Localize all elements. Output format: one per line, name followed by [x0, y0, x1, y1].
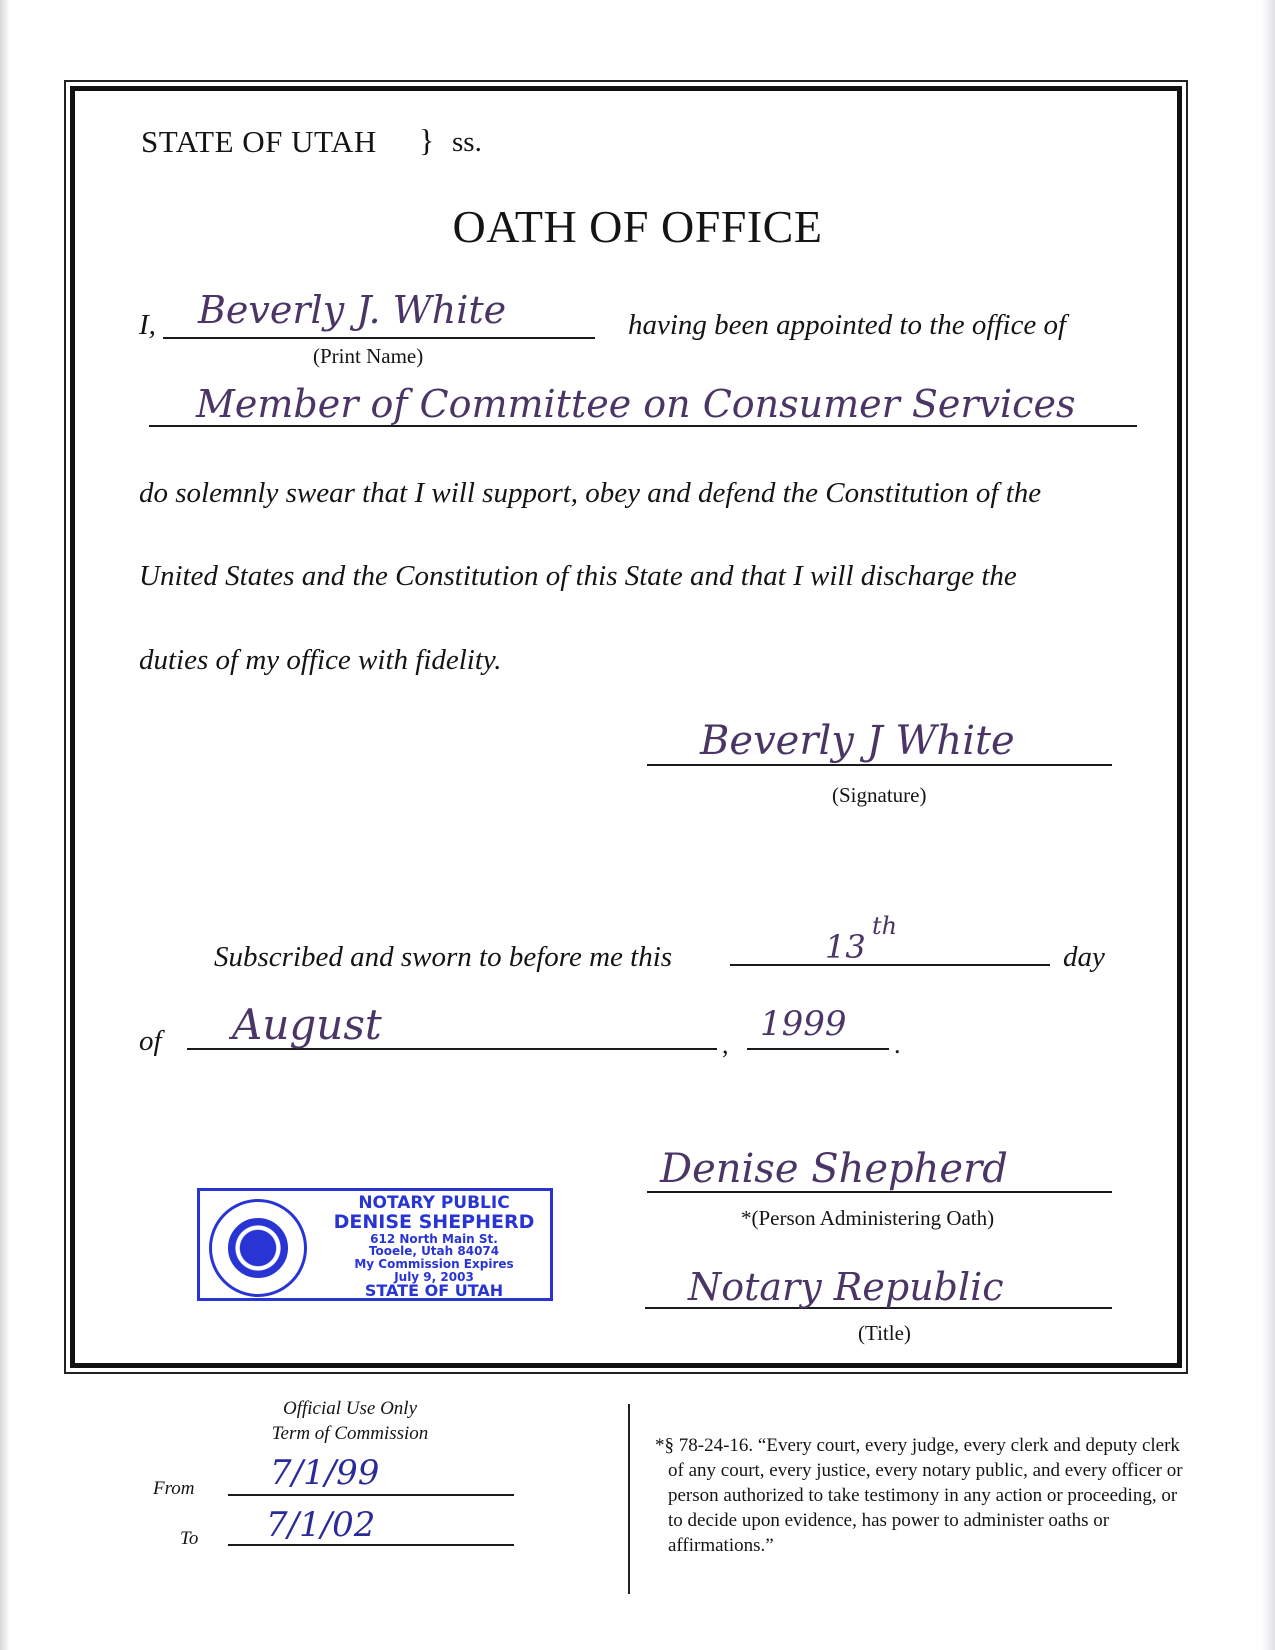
comma: , [722, 1030, 729, 1059]
day-line [730, 964, 1050, 966]
of-label: of [139, 1025, 162, 1057]
statute-text: *§ 78-24-16. “Every court, every judge, every clerk and deputy clerk of any court, every justice, every notary public, and every officer or person authorized to take testimony in any action or proceeding, or to decide upon evidence, has power to administer oaths or affirmations.” [655, 1435, 1183, 1556]
seal-center [228, 1218, 288, 1278]
period: . [894, 1030, 901, 1059]
day-suffix-handwritten: th [872, 912, 898, 940]
ss-label: ss. [452, 126, 482, 158]
name-line [163, 337, 595, 339]
month-handwritten: August [232, 1000, 382, 1049]
year-line [747, 1048, 889, 1050]
official-use-line-2: Term of Commission [271, 1423, 429, 1444]
official-use-heading [250, 1396, 450, 1446]
notary-seal-icon [209, 1199, 307, 1297]
form-border-inner [70, 86, 1182, 1368]
administrator-caption: *(Person Administering Oath) [741, 1206, 995, 1230]
signature-handwritten: Beverly J White [700, 718, 1015, 764]
title-handwritten: Notary Republic [688, 1265, 1004, 1309]
to-handwritten: 7/1/02 [266, 1505, 376, 1545]
from-label: From [153, 1478, 195, 1499]
appointed-text: having been appointed to the office of [628, 309, 1067, 341]
stamp-line-7: STATE OF UTAH [364, 1281, 504, 1301]
oath-body-line-3: duties of my office with fidelity. [139, 644, 502, 676]
print-name-caption: (Print Name) [313, 344, 424, 368]
from-line [228, 1494, 514, 1496]
stamp-line-3: 612 North Main St. [370, 1231, 498, 1246]
day-handwritten: 13 [825, 928, 866, 966]
signature-caption: (Signature) [832, 783, 927, 807]
administrator-signature-handwritten: Denise Shepherd [660, 1146, 1008, 1192]
stamp-line-6: July 9, 2003 [394, 1269, 474, 1284]
notary-stamp [197, 1188, 553, 1301]
official-use-line-1: Official Use Only [282, 1398, 418, 1419]
year-handwritten: 1999 [760, 1004, 847, 1044]
title-caption: (Title) [858, 1321, 911, 1345]
to-label: To [180, 1528, 199, 1549]
day-label: day [1063, 941, 1105, 973]
footer-divider [628, 1404, 630, 1594]
office-handwritten: Member of Committee on Consumer Services [196, 382, 1076, 426]
oath-body-line-1: do solemnly swear that I will support, obey and defend the Constitution of the [139, 477, 1042, 509]
subscribed-text: Subscribed and sworn to before me this [214, 941, 673, 973]
signature-line [647, 764, 1112, 766]
brace: } [419, 122, 435, 158]
stamp-line-5: My Commission Expires [354, 1256, 514, 1271]
oath-body-line-2: United States and the Constitution of this State and that I will discharge the [139, 560, 1017, 592]
from-handwritten: 7/1/99 [270, 1453, 380, 1493]
stamp-text [318, 1195, 550, 1300]
stamp-line-2: DENISE SHEPHERD [333, 1210, 535, 1233]
document-title: OATH OF OFFICE [452, 201, 823, 252]
i-prefix: I, [139, 309, 156, 341]
name-handwritten: Beverly J. White [198, 288, 507, 332]
stamp-line-1: NOTARY PUBLIC [358, 1193, 510, 1213]
state-label: STATE OF UTAH [141, 124, 377, 159]
stamp-line-4: Tooele, Utah 84074 [368, 1244, 500, 1259]
